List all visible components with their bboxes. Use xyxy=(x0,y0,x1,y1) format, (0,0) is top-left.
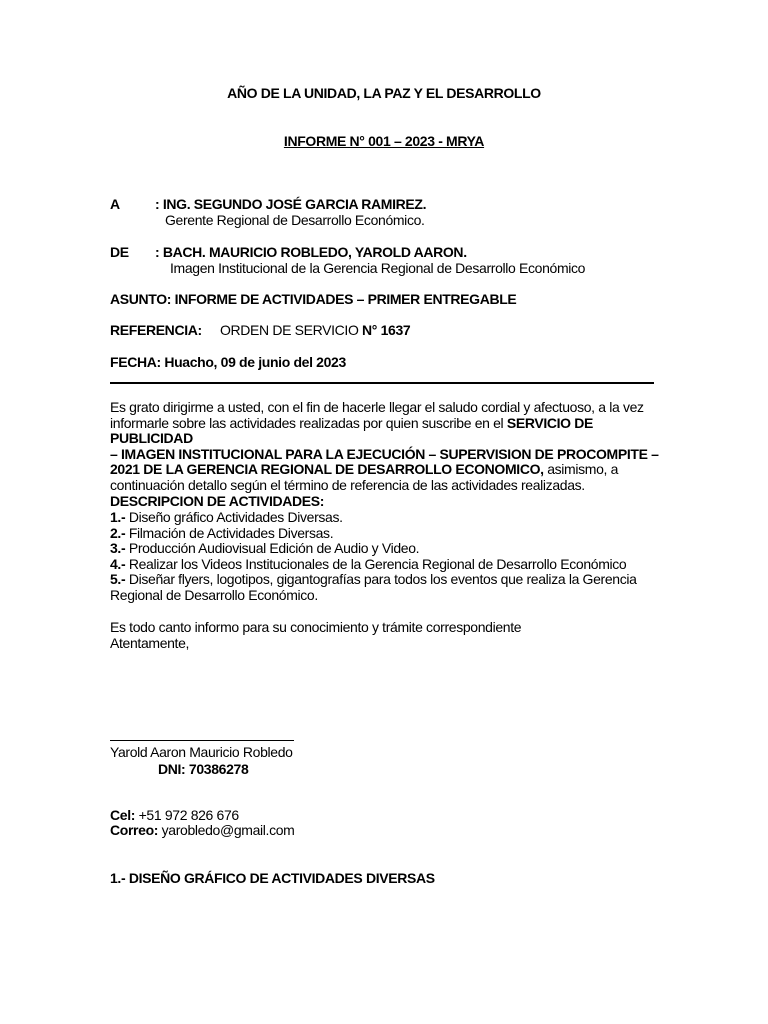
closing-line-1: Es todo canto informo para su conocimiento y trámite correspondiente xyxy=(110,619,522,635)
list-item-number: 3.- xyxy=(110,540,126,557)
intro-line-1: Es grato dirigirme a usted, con el fin de hacerle llegar el saludo cordial y afectuoso, a la vez xyxy=(110,399,644,415)
list-item-text: Realizar los Videos Institucionales de la Gerencia Regional de Desarrollo Económico xyxy=(125,555,627,572)
list-item xyxy=(110,526,660,542)
intro-line-4-text: asimismo, a xyxy=(543,461,619,478)
activities-list xyxy=(110,510,660,604)
signature-dni: DNI: 70386278 xyxy=(158,761,249,777)
horizontal-rule xyxy=(110,382,654,384)
subject-line: ASUNTO: INFORME DE ACTIVIDADES – PRIMER ENTREGABLE xyxy=(110,291,517,307)
year-motto: AÑO DE LA UNIDAD, LA PAZ Y EL DESARROLLO xyxy=(227,85,541,101)
phone-label: Cel: xyxy=(110,807,136,823)
activities-heading: DESCRIPCION DE ACTIVIDADES: xyxy=(110,492,325,509)
phone-value: +51 972 826 676 xyxy=(135,807,239,823)
list-item xyxy=(110,541,660,557)
list-item-number: 4.- xyxy=(110,555,126,572)
list-item-text: Diseñar flyers, logotipos, gigantografías para todos los eventos que realiza la Gerencia xyxy=(125,571,637,588)
sender-role: Imagen Institucional de la Gerencia Regional de Desarrollo Económico xyxy=(170,260,586,276)
list-item xyxy=(110,510,660,526)
signature-name: Yarold Aaron Mauricio Robledo xyxy=(110,744,293,760)
contact-email xyxy=(110,822,295,838)
list-item xyxy=(110,557,660,573)
recipient-label: A xyxy=(110,196,120,212)
signature-line xyxy=(110,740,294,741)
sender-label: DE xyxy=(110,244,129,260)
list-item-text: Producción Audiovisual Edición de Audio y Video. xyxy=(125,540,420,557)
list-item-continuation: Regional de Desarrollo Económico. xyxy=(110,586,318,603)
intro-line-2 xyxy=(110,416,660,447)
service-name-part3: 2021 DE LA GERENCIA REGIONAL DE DESARROLLO ECONOMICO, xyxy=(110,461,544,478)
report-title: INFORME N° 001 – 2023 - MRYA xyxy=(283,133,485,149)
list-item-number: 5.- xyxy=(110,571,126,588)
recipient-role: Gerente Regional de Desarrollo Económico. xyxy=(165,212,425,228)
reference-number: N° 1637 xyxy=(362,322,411,338)
intro-line-5: continuación detallo según el término de referencia de las actividades realizadas. xyxy=(110,476,585,493)
list-item-text: Filmación de Actividades Diversas. xyxy=(125,524,334,541)
service-name-part1: SERVICIO DE PUBLICIDAD xyxy=(110,414,593,447)
date-line: FECHA: Huacho, 09 de junio del 2023 xyxy=(110,354,346,370)
list-item-number: 1.- xyxy=(110,509,126,525)
list-item-number: 2.- xyxy=(110,524,126,541)
intro-line-2-text: informarle sobre las actividades realizadas por quien suscribe en el xyxy=(110,414,507,431)
reference-label: REFERENCIA: xyxy=(110,322,202,338)
contact-phone xyxy=(110,807,239,823)
reference-text: ORDEN DE SERVICIO xyxy=(220,322,363,338)
closing-paragraph xyxy=(110,620,660,651)
intro-paragraph xyxy=(110,400,660,509)
sender-name: : BACH. MAURICIO ROBLEDO, YAROLD AARON. xyxy=(155,244,467,260)
list-item-text: Diseño gráfico Actividades Diversas. xyxy=(125,509,343,525)
reference-value xyxy=(220,322,410,338)
email-value: yarobledo@gmail.com xyxy=(158,822,295,838)
intro-line-4 xyxy=(110,462,660,478)
list-item xyxy=(110,572,660,588)
closing-line-2: Atentamente, xyxy=(110,634,190,651)
intro-line-3: – IMAGEN INSTITUCIONAL PARA LA EJECUCIÓN – SUPERVISION DE PROCOMPITE – xyxy=(110,445,659,462)
section-heading: 1.- DISEÑO GRÁFICO DE ACTIVIDADES DIVERSAS xyxy=(110,870,435,886)
recipient-name: : ING. SEGUNDO JOSÉ GARCIA RAMIREZ. xyxy=(155,196,427,212)
email-label: Correo: xyxy=(110,822,159,838)
